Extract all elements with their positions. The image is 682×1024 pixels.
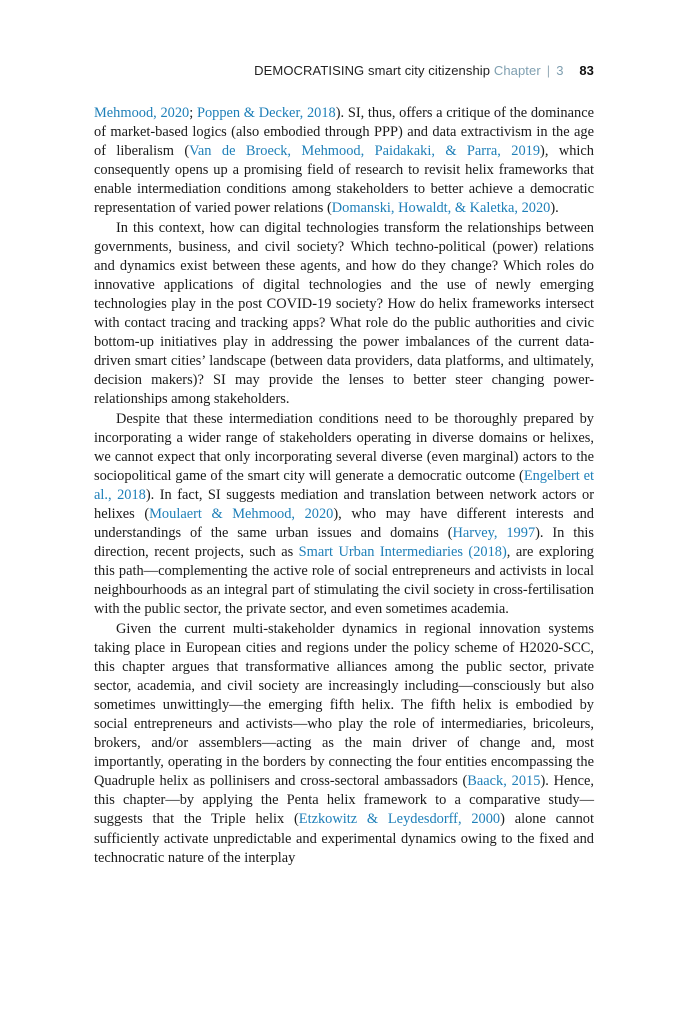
citation-link[interactable]: Poppen & Decker, 2018 xyxy=(196,105,336,121)
citation-link[interactable]: Engelbert et al., 2018 xyxy=(94,467,594,503)
paragraph-text: ). In fact, SI suggests mediation and translation between network actors or helixes ( xyxy=(94,486,595,522)
citation-link[interactable]: Harvey, 1997 xyxy=(452,525,536,542)
running-title: DEMOCRATISING smart city citizenship xyxy=(254,63,491,78)
page-number: 83 xyxy=(579,63,594,78)
citation-link[interactable]: Domanski, Howaldt, & Kaletka, 2020 xyxy=(331,200,551,217)
chapter-label: Chapter xyxy=(493,63,541,78)
citation-link[interactable]: Van de Broeck, Mehmood, Paidakaki, & Parra, 2019 xyxy=(189,143,541,160)
paragraph-text: ). In this direction, recent projects, such as xyxy=(94,525,594,561)
paragraph-text: ). SI, thus, offers a critique of the dominance of market-based logics (also embodied through PPP) and data extractivism in the age of liberalism ( xyxy=(94,105,594,160)
citation-link[interactable]: Mehmood, 2020 xyxy=(94,105,190,121)
paragraph-text: ). Hence, this chapter—by applying the Penta helix framework to a comparative study—suggests that the Triple helix ( xyxy=(94,773,594,828)
paragraph-text: , are exploring this path—complementing the active role of social entrepreneurs and activists in local neighbourhoods as an integral part of stimulating the civil society in cross-fertilisation with the public sector, the private sector, and even sometimes academia. xyxy=(94,544,595,618)
paragraph-text: ; xyxy=(189,105,197,121)
paragraph xyxy=(94,620,594,868)
paragraph xyxy=(94,219,594,410)
citation-link[interactable]: Baack, 2015 xyxy=(467,773,541,790)
citation-link[interactable]: Moulaert & Mehmood, 2020 xyxy=(149,505,334,522)
body-text xyxy=(94,104,594,868)
header-separator: | xyxy=(546,63,551,78)
paragraph-text: Given the current multi-stakeholder dynamics in regional innovation systems taking place in European cities and regions under the policy scheme of H2020-SCC, this chapter argues that transformative alliances among the public sector, private sector, academia, and civil society are increasingly including—consciously but also sometimes unwittingly—the emerging fifth helix. The fifth helix is embodied by social entrepreneurs and activists—who play the role of intermediaries, bricoleurs, brokers, and/or assemblers—acting as the main driver of change and, most importantly, operating in the borders by connecting the four entities encompassing the Quadruple helix as pollinisers and cross-sectoral ambassadors ( xyxy=(94,620,594,790)
paragraph xyxy=(94,104,594,219)
chapter-number: 3 xyxy=(556,63,564,78)
paragraph-text: Despite that these intermediation conditions need to be thoroughly prepared by incorporating a wider range of stakeholders operating in diverse domains or helixes, we cannot expect that only incorporating several diverse (even marginal) actors to the sociopolitical game of the smart city will generate a democratic outcome ( xyxy=(94,410,594,484)
paragraph-text: ) alone cannot sufficiently activate unpredictable and experimental dynamics owing to the fixed and technocratic nature of the interplay xyxy=(94,811,594,866)
paragraph-text: In this context, how can digital technologies transform the relationships between governments, business, and civil society? Which techno-political (power) relations and dynamics exist between these agents, and how do they change? Which roles do innovative applications of digital technologies and the use of newly emerging technologies play in the post COVID-19 society? How do helix frameworks intersect with contact tracing and tracking apps? What role do the public authorities and civic bottom-up initiatives play in addressing the power imbalances of the current data-driven smart cities’ landscape (between data providers, data platforms, and ultimately, decision makers)? SI may provide the lenses to better steer changing power-relationships among stakeholders. xyxy=(94,219,594,408)
paragraph-text: ). xyxy=(550,200,559,217)
paragraph-text: ), which consequently opens up a promising field of research to revisit helix frameworks that enable intermediation conditions among stakeholders to better achieve a democratic representation of varied power relations ( xyxy=(94,143,594,217)
citation-link[interactable]: Smart Urban Intermediaries (2018) xyxy=(298,544,507,561)
running-header xyxy=(254,63,594,78)
paragraph-text: ), who may have different interests and understandings of the same urban issues and domains ( xyxy=(94,505,594,542)
paragraph xyxy=(94,410,594,620)
citation-link[interactable]: Etzkowitz & Leydesdorff, 2000 xyxy=(298,811,501,828)
